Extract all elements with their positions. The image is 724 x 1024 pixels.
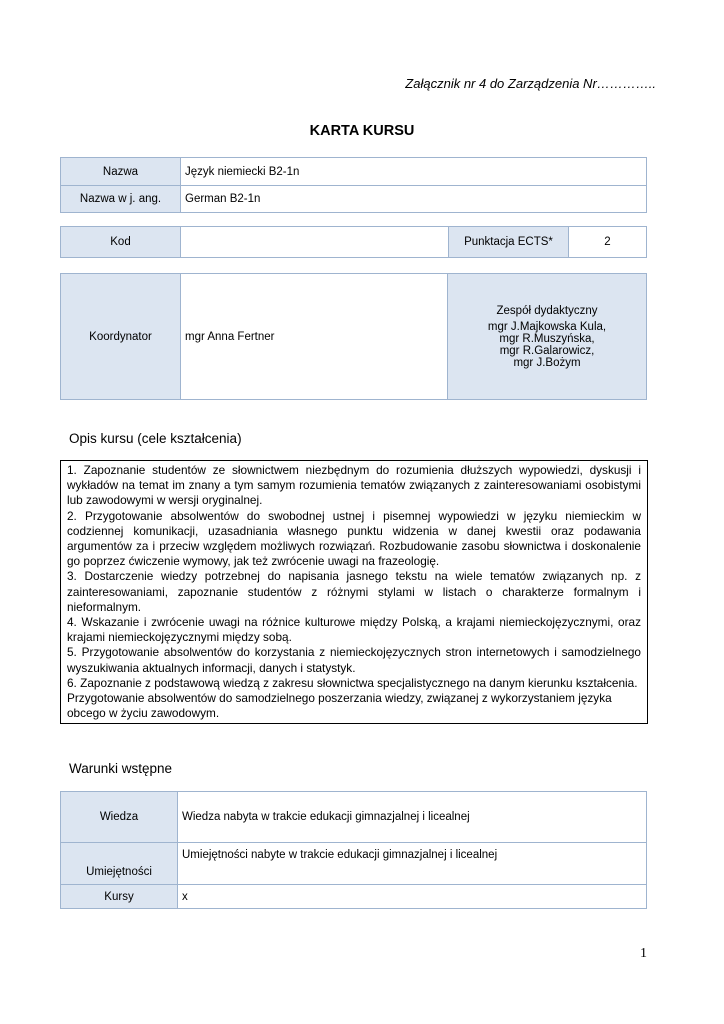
teaching-team-label: Zespół dydaktyczny [496,304,598,317]
page-title: KARTA KURSU [309,123,415,139]
description-paragraph: 2. Przygotowanie absolwentów do swobodnej ustnej i pisemnej wypowiedzi w języku niemieckim w codziennej komunikacji, uzasadniania własnego punktu widzenia w danej kwestii oraz podawania argumentów za i przeciw względem możliwych rozwiązań. Rozbudowanie zasobu słownictwa i doskonalenie go poprzez ćwiczenie wymowy, jak też zwrócenie uwagi na frazeologię. [67,508,641,569]
prerequisites-table [60,791,647,909]
prerequisites-title: Warunki wstępne [69,761,173,776]
code-ects-table [60,226,647,258]
description-box [60,460,648,724]
ects-value: 2 [569,227,647,258]
description-paragraph: 5. Przygotowanie absolwentów do korzystania z niemieckojęzycznych stron internetowych i samodzielnego wyszukiwania aktualnych informacji, danych i statystyk. [67,645,641,675]
team-member: mgr J.Bożym [513,356,581,369]
description-paragraph: 6. Zapoznanie z podstawową wiedzą z zakresu słownictwa specjalistycznego na danym kierunku kształcenia. Przygotowanie absolwentów do samodzielnego poszerzania wiedzy, związanej z wykorzystaniem języka obcego w życiu zawodowym. [67,675,638,721]
coordinator-table [60,273,647,400]
coordinator-label: Koordynator [61,274,181,400]
teaching-team-cell [448,274,647,400]
description-paragraph: 4. Wskazanie i zwrócenie uwagi na różnice kulturowe między Polską, a krajami niemieckojęzycznymi, oraz krajami niemieckojęzycznymi między sobą. [67,615,641,645]
name-en-label: Nazwa w j. ang. [61,186,181,213]
skills-label: Umiejętności [61,843,178,885]
courses-label: Kursy [61,885,178,909]
description-title: Opis kursu (cele kształcenia) [69,431,242,446]
description-paragraph: 1. Zapoznanie studentów ze słownictwem niezbędnym do rozumienia dłuższych wypowiedzi, dyskusji i wykładów na temat im znany a tym samym rozumienia tematów związanych z zainteresowaniami osobistymi lub zawodowymi w wersji oryginalnej. [67,463,641,508]
name-value: Język niemiecki B2-1n [181,158,647,186]
course-name-table [60,157,647,213]
annex-reference: Załącznik nr 4 do Zarządzenia Nr………….. [405,76,656,91]
description-paragraph: 3. Dostarczenie wiedzy potrzebnej do napisania jasnego tekstu na wiele tematów związanych np. z zainteresowaniami, zapoznanie studentów z różnymi stylami w listach o charakterze formalnym i nieformalnym. [67,569,641,614]
team-member: mgr R.Muszyńska, [499,332,595,345]
code-label: Kod [61,227,181,258]
page-number: 1 [640,946,647,961]
name-en-value: German B2-1n [181,186,647,213]
ects-label: Punktacja ECTS* [449,227,569,258]
team-member: mgr R.Galarowicz, [499,344,595,357]
courses-value: x [178,885,647,909]
team-member: mgr J.Majkowska Kula, [487,320,607,333]
knowledge-label: Wiedza [61,792,178,843]
skills-value: Umiejętności nabyte w trakcie edukacji gimnazjalnej i licealnej [178,843,647,885]
name-label: Nazwa [61,158,181,186]
coordinator-value: mgr Anna Fertner [181,274,448,400]
code-value [181,227,449,258]
knowledge-value: Wiedza nabyta w trakcie edukacji gimnazjalnej i licealnej [178,792,647,843]
